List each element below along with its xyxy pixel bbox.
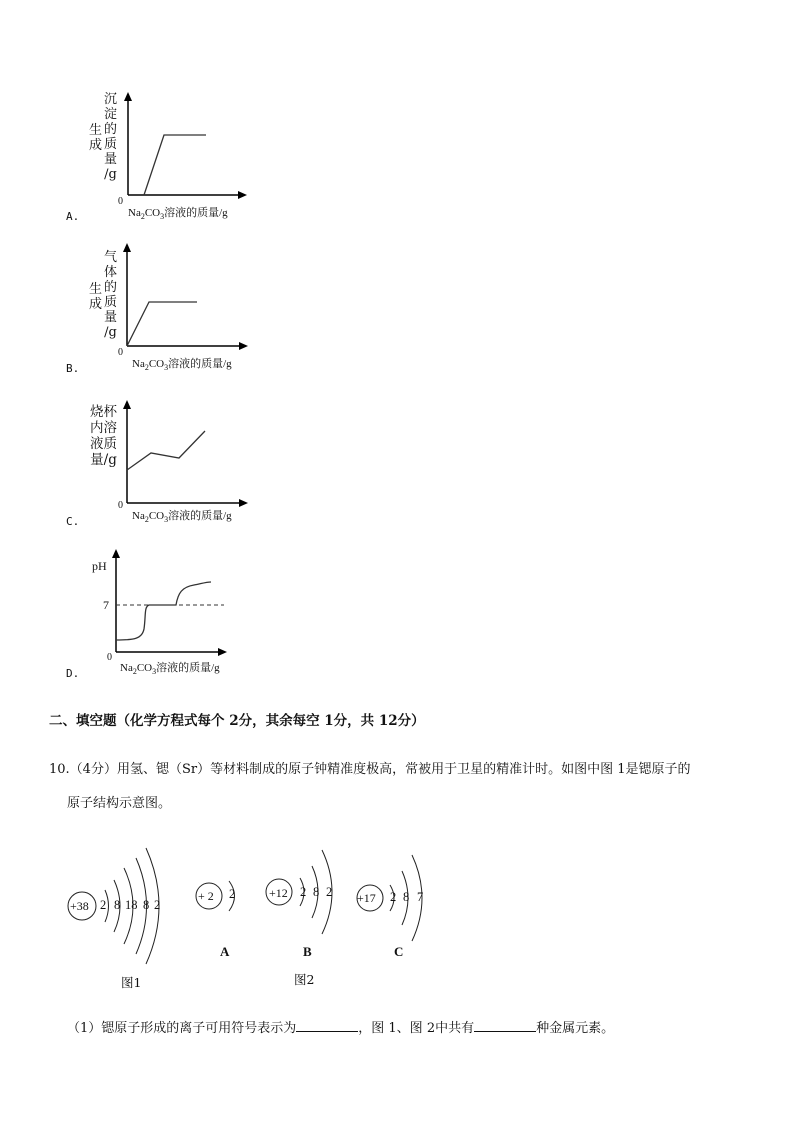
figure-1-caption: 图1 [121,975,142,990]
option-b-xlabel: $Na_2CO_3$溶液的质量/g [132,358,232,373]
option-c-zero: 0 [118,500,123,511]
sub-question-1-part-b: ，图 1、图 2中共有 [358,1021,475,1036]
atom-sr-shell-2: 8 [114,898,121,912]
option-d-chart [108,549,233,661]
sub-question-1-part-a: （1）锶原子形成的离子可用符号表示为 [67,1021,297,1036]
answer-blank-metal-count[interactable] [474,1019,536,1032]
option-b-label: B. [66,362,80,375]
option-a-xlabel: $Na_2CO_3$溶液的质量/g [128,207,228,222]
option-a-ylabel: 沉 淀 的 质 量 /g [104,92,118,182]
series-line [127,431,205,470]
option-b-chart [119,243,249,358]
answer-blank-ion-symbol[interactable] [296,1019,358,1032]
atom-sr-nucleus: +38 [70,899,89,913]
atom-sr-shell-5: 2 [154,898,161,912]
x-axis-arrow [239,499,248,507]
atom-c-shell-2: 8 [403,890,410,904]
sub-question-1 [67,1017,614,1036]
option-b-ylabel: 气 体 的 质 量 /g [104,250,118,340]
option-a-chart [120,92,250,207]
section-title: 二、填空题（化学方程式每个 2分，其余每空 1分，共 12分） [49,713,425,729]
x-axis-arrow [238,191,247,199]
series-line [127,302,197,346]
atom-a-nucleus: + 2 [198,889,214,903]
option-d-zero: 0 [107,652,112,663]
question-10-line2: 原子结构示意图。 [67,796,172,811]
atom-b-letter: B [303,944,312,959]
atom-sr-shell-3: 18 [125,898,138,912]
atom-a-shell-1: 2 [229,887,236,901]
option-a-label: A. [66,210,80,223]
series-line [144,135,206,195]
option-c-ylabel: 烧杯 内溶 液质 量/g [90,404,117,468]
atom-b-shell-3: 2 [326,885,333,899]
option-c-xlabel: $Na_2CO_3$溶液的质量/g [132,510,232,525]
figure-2-caption: 图2 [294,972,315,987]
option-d-seven: 7 [103,598,109,612]
atom-sr-shell-4: 8 [143,898,150,912]
x-axis-arrow [218,648,227,656]
x-axis-arrow [239,342,248,350]
atom-b-shell-1: 2 [300,885,307,899]
option-b-zero: 0 [118,347,123,358]
option-c-label: C. [66,515,80,528]
option-d-xlabel: $Na_2CO_3$溶液的质量/g [120,662,220,677]
y-axis-arrow [124,92,132,101]
y-axis-arrow [123,400,131,409]
option-a-ylabel-left: 生 成 [89,123,103,153]
atom-a-letter: A [220,944,230,959]
atom-b-nucleus: +12 [269,886,288,900]
atom-c-shell-3: 7 [417,890,424,904]
option-d-label: D. [66,667,80,680]
option-b-ylabel-left: 生 成 [89,282,103,312]
y-axis-arrow [112,549,120,558]
atom-c-letter: C [394,944,404,959]
atom-b-shell-2: 8 [313,885,320,899]
series-line [116,582,211,640]
atom-sr-shell-1: 2 [100,898,107,912]
question-10-line1: 10.（4分）用氢、锶（Sr）等材料制成的原子钟精准度极高，常被用于卫星的精准计时。如图中图 1是锶原子的 [49,762,691,777]
atom-c-shell-1: 2 [390,890,397,904]
atom-c-nucleus: +17 [357,891,376,905]
sub-question-1-part-c: 种金属元素。 [536,1021,615,1036]
option-d-ylabel: pH [92,559,107,573]
option-c-chart [119,400,249,512]
option-a-zero: 0 [118,196,123,207]
y-axis-arrow [123,243,131,252]
